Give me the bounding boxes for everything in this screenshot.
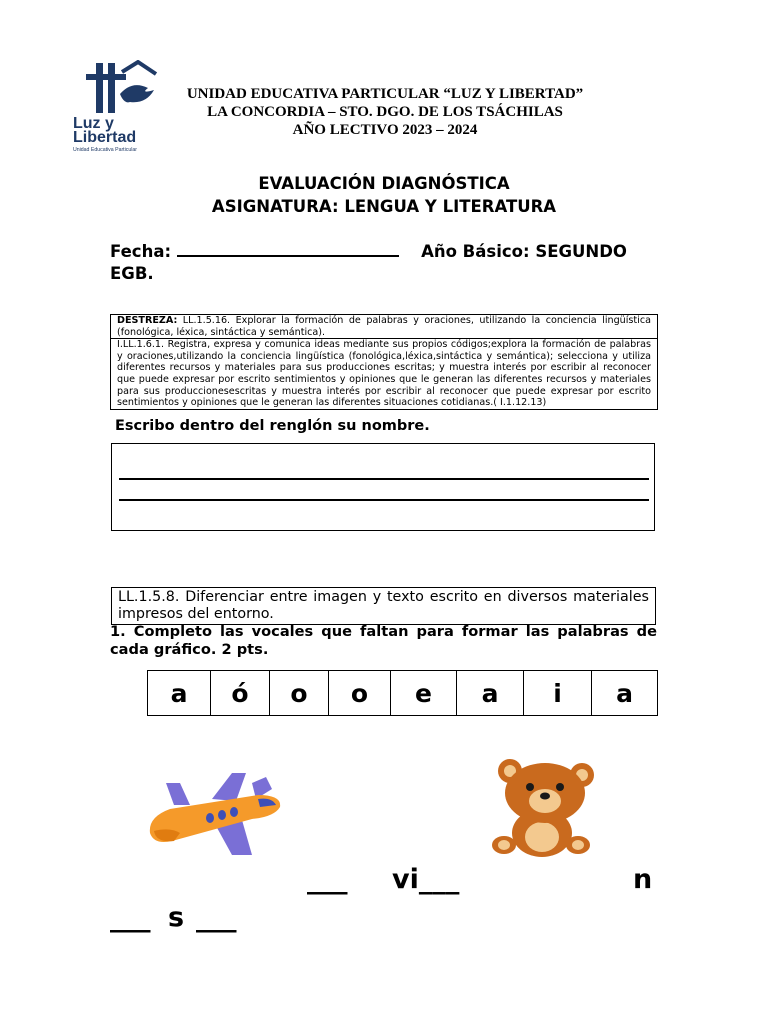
teddy-bear-icon: [482, 755, 602, 865]
skill-2-box: LL.1.5.8. Diferenciar entre imagen y texto escrito en diversos materiales impresos del entorno.: [111, 587, 656, 625]
school-name: UNIDAD EDUCATIVA PARTICULAR “LUZ Y LIBERTAD”: [186, 86, 584, 102]
bear-word-blank[interactable]: ___: [110, 902, 151, 933]
svg-text:Libertad: Libertad: [73, 129, 137, 146]
skill-label: DESTREZA:: [117, 315, 178, 326]
vowel-cell: a: [457, 671, 524, 716]
grade-value: SEGUNDO: [535, 242, 627, 261]
writing-line[interactable]: [119, 478, 649, 480]
date-label: Fecha:: [110, 242, 172, 261]
vowels-table: [147, 670, 658, 716]
svg-text:Unidad Educativa Particular: Unidad Educativa Particular: [73, 147, 138, 153]
date-grade-line: [110, 241, 658, 285]
airplane-image: [140, 755, 290, 865]
bear-word-n: n: [633, 864, 653, 895]
vowel-cell: ó: [211, 671, 270, 716]
question-1: 1. Completo las vocales que faltan para formar las palabras de cada gráfico. 2 pts.: [110, 623, 657, 658]
vowel-cell: e: [391, 671, 457, 716]
plane-word-blank[interactable]: ___: [307, 864, 348, 895]
vowel-cell: a: [148, 671, 211, 716]
school-location: LA CONCORDIA – STO. DGO. DE LOS TSÁCHILAS: [207, 104, 563, 120]
vowel-cell: a: [592, 671, 658, 716]
subject-title: ASIGNATURA: LENGUA Y LITERATURA: [211, 197, 557, 216]
name-instruction: Escribo dentro del renglón su nombre.: [115, 418, 430, 434]
writing-line[interactable]: [119, 499, 649, 501]
indicator-cell: I.LL.1.6.1. Registra, expresa y comunica ideas mediante sus propios códigos;explora la formación de palabras y oraciones,utilizando la conciencia lingüística (fonológica,léxica,sintáctica y semántica); selecciona y utiliza diferentes recursos y materiales para sus producciones escritas; y muestra interés por escribir al reconocer que puede expresar por escrito sentimientos y opiniones que le generan las diferentes recursos y materiales para sus produccionesescritas y muestra interés por escribir al reconocer que puede expresar por escrito sentimientos y opiniones que le generan las diferentes situaciones cotidianas.( I.1.12.13): [111, 338, 657, 409]
plane-word-avion[interactable]: vi___: [392, 864, 460, 895]
skill-box: [110, 314, 658, 410]
grade-value-suffix: EGB.: [110, 264, 154, 283]
svg-text:Luz y: Luz y: [73, 115, 114, 132]
evaluation-title: EVALUACIÓN DIAGNÓSTICA: [258, 174, 510, 193]
vowel-cell: i: [524, 671, 592, 716]
airplane-icon: [140, 755, 290, 865]
vowel-cell: o: [329, 671, 391, 716]
grade-label: Año Básico:: [421, 242, 530, 261]
date-blank[interactable]: [177, 241, 399, 257]
bear-word-s: s: [168, 902, 185, 933]
bear-word-blank-end[interactable]: ___: [196, 902, 237, 933]
school-year: AÑO LECTIVO 2023 – 2024: [292, 122, 478, 138]
skill-cell: [111, 315, 657, 338]
skill-text: LL.1.5.16. Explorar la formación de palabras y oraciones, utilizando la conciencia lingüística (fonológica, léxica, sintáctica y semántica).: [117, 315, 651, 338]
name-writing-box[interactable]: [111, 443, 655, 531]
vowel-cell: o: [270, 671, 329, 716]
teddy-bear-image: [482, 755, 602, 865]
